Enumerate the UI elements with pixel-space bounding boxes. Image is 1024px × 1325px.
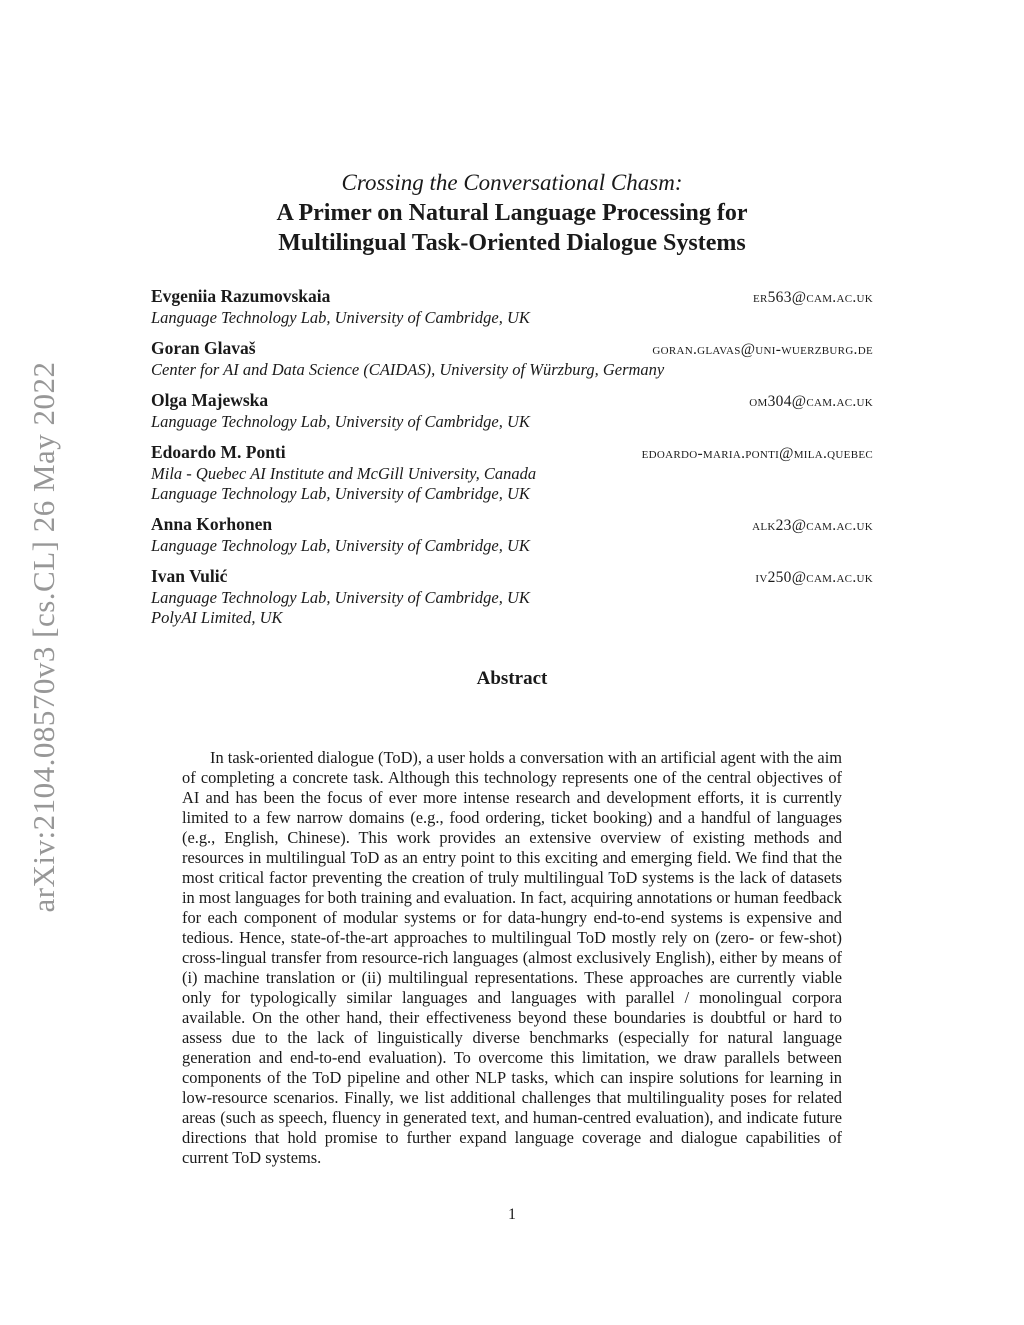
author-name: Olga Majewska	[151, 390, 269, 410]
author-row	[151, 286, 873, 308]
paper-title-line2: A Primer on Natural Language Processing for	[276, 200, 748, 226]
author-affiliation: Language Technology Lab, University of Cambridge, UK	[151, 588, 530, 607]
author-email: goran.glavas@uni-wuerzburg.de	[652, 341, 873, 358]
author-name: Ivan Vulić	[151, 566, 228, 586]
author-block	[151, 286, 873, 328]
author-list	[151, 286, 873, 628]
page-number: 1	[508, 1206, 516, 1223]
author-row	[151, 566, 873, 588]
author-block	[151, 442, 873, 504]
author-email: om304@cam.ac.uk	[749, 393, 873, 410]
author-affiliation: Language Technology Lab, University of Cambridge, UK	[151, 308, 530, 327]
author-affiliation: Mila - Quebec AI Institute and McGill University, Canada	[151, 464, 537, 483]
author-affiliation: PolyAI Limited, UK	[151, 608, 283, 627]
author-block	[151, 338, 873, 380]
author-email: iv250@cam.ac.uk	[755, 569, 873, 586]
author-email: edoardo-maria.ponti@mila.quebec	[641, 445, 873, 462]
author-row	[151, 390, 873, 412]
author-name: Edoardo M. Ponti	[151, 442, 286, 462]
author-row	[151, 514, 873, 536]
paper-title-line3: Multilingual Task-Oriented Dialogue Systems	[278, 230, 746, 256]
author-affiliation: Language Technology Lab, University of Cambridge, UK	[151, 536, 530, 555]
author-name: Goran Glavaš	[151, 338, 256, 358]
author-name: Anna Korhonen	[151, 514, 273, 534]
author-name: Evgeniia Razumovskaia	[151, 286, 331, 306]
author-block	[151, 566, 873, 628]
abstract-heading: Abstract	[476, 668, 548, 689]
author-affiliation: Language Technology Lab, University of Cambridge, UK	[151, 412, 530, 431]
paper-page	[151, 0, 873, 1168]
author-email: alk23@cam.ac.uk	[752, 517, 873, 534]
author-affiliation: Center for AI and Data Science (CAIDAS), University of Würzburg, Germany	[151, 360, 665, 379]
author-row	[151, 442, 873, 464]
author-block	[151, 514, 873, 556]
paper-title-line1: Crossing the Conversational Chasm:	[341, 170, 683, 195]
author-block	[151, 390, 873, 432]
author-email: er563@cam.ac.uk	[752, 289, 873, 306]
abstract-text: In task-oriented dialogue (ToD), a user holds a conversation with an artificial agent with the aim of completing a concrete task. Although this technology represents one of the central objectives of AI and has been the focus of ever more intense research and development efforts, it is currently limited to a few narrow domains (e.g., food ordering, ticket booking) and a handful of languages (e.g., English, Chinese). This work provides an extensive overview of existing methods and resources in multilingual ToD as an entry point to this exciting and emerging field. We find that the most critical factor preventing the creation of truly multilingual ToD systems is the lack of datasets in most languages for both training and evaluation. In fact, acquiring annotations or human feedback for each component of modular systems or for data-hungry end-to-end systems is expensive and tedious. Hence, state-of-the-art approaches to multilingual ToD mostly rely on (zero- or few-shot) cross-lingual transfer from resource-rich languages (almost exclusively English), either by means of (i) machine translation or (ii) multilingual representations. These approaches are currently viable only for typologically similar languages and languages with parallel / monolingual corpora available. On the other hand, their effectiveness beyond these boundaries is doubtful or hard to assess due to the lack of linguistically diverse benchmarks (especially for natural language generation and end-to-end evaluation). To overcome this limitation, we draw parallels between components of the ToD pipeline and other NLP tasks, which can inspire solutions for learning in low-resource scenarios. Finally, we list additional challenges that multilinguality poses for related areas (such as speech, fluency in generated text, and human-centred evaluation), and indicate future directions that hold promise to further expand language coverage and dialogue capabilities of current ToD systems.	[182, 748, 842, 1167]
author-row	[151, 338, 873, 360]
arxiv-watermark: arXiv:2104.08570v3 [cs.CL] 26 May 2022	[26, 361, 61, 913]
author-affiliation: Language Technology Lab, University of Cambridge, UK	[151, 484, 530, 503]
paper-title	[151, 168, 873, 258]
